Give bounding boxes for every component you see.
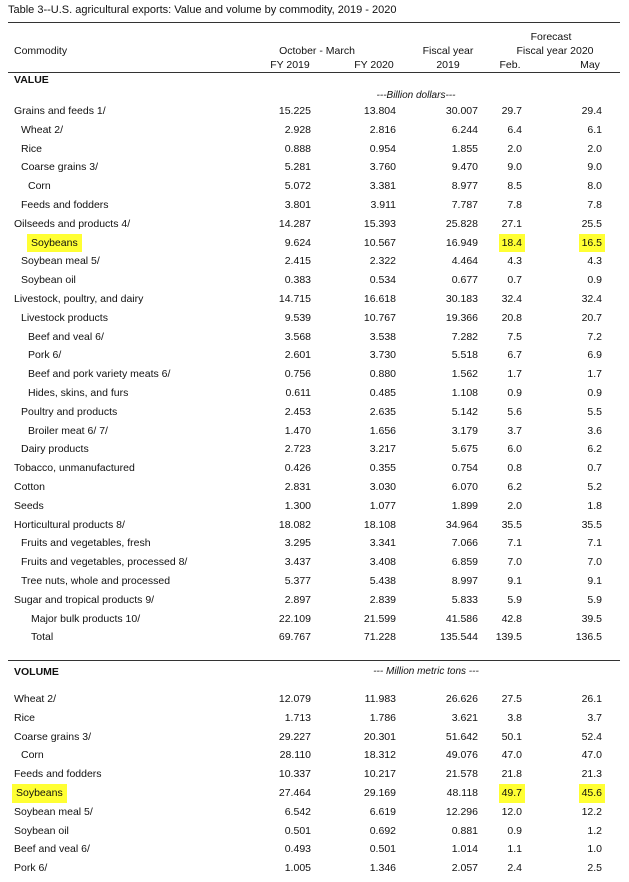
table-row [0,803,629,822]
row-value-4: 8.5 [507,180,522,193]
row-value-2: 2.322 [369,255,396,268]
row-label: Oilseeds and products 4/ [14,217,131,230]
row-value-5: 16.5 [579,234,605,253]
row-label: Corn [28,180,51,193]
header-fy2020: FY 2020 [354,59,394,71]
header-forecast: Forecast [530,31,572,43]
row-value-1: 1.470 [284,424,311,437]
row-value-4: 35.5 [501,518,522,531]
row-value-5: 1.7 [587,368,602,381]
row-value-1: 1.005 [284,862,311,875]
row-value-1: 22.109 [278,612,311,625]
row-value-1: 27.464 [278,787,311,799]
row-value-4: 27.5 [501,693,522,705]
table-row [0,746,629,765]
top-rule [8,22,620,23]
row-value-4: 9.0 [507,161,522,174]
row-value-4: 3.8 [507,711,522,724]
row-value-2: 13.804 [363,105,396,117]
row-label: Horticultural products 8/ [14,518,125,531]
row-value-5: 25.5 [581,217,602,230]
row-label: Major bulk products 10/ [31,612,141,625]
row-value-2: 21.599 [363,612,396,625]
row-value-1: 3.801 [284,199,311,211]
row-value-1: 0.501 [284,824,311,837]
table-row [0,140,629,159]
row-label: Tobacco, unmanufactured [14,462,135,475]
row-label: Soybean oil [14,824,69,837]
header-fy-2019: 2019 [436,59,460,71]
row-label: Poultry and products [21,405,118,418]
table-row [0,516,629,535]
table-row [0,177,629,196]
row-label: Soybeans [12,784,67,803]
row-value-5: 0.9 [587,387,602,399]
value-end-rule [8,660,620,661]
table-row [0,290,629,309]
row-value-4: 139.5 [495,631,522,644]
row-value-4: 20.8 [501,311,522,324]
header-may: May [580,59,600,71]
row-value-5: 45.6 [579,784,605,803]
row-value-4: 5.9 [507,593,522,606]
row-value-4: 12.0 [501,805,522,818]
row-value-2: 71.228 [363,631,396,644]
row-label: Livestock products [21,311,108,324]
row-value-2: 3.730 [369,349,396,362]
table-row [0,459,629,478]
row-value-1: 1.300 [284,499,311,512]
row-value-1: 10.337 [278,768,311,781]
table-row [0,252,629,271]
table-row [0,234,629,253]
row-value-2: 3.538 [369,330,396,343]
row-value-4: 6.0 [507,443,522,456]
row-label: Hides, skins, and furs [28,387,129,399]
row-value-5: 39.5 [581,612,602,625]
row-value-3: 41.586 [445,612,478,625]
row-value-3: 8.997 [451,575,478,587]
row-value-4: 42.8 [501,612,522,625]
row-value-3: 1.014 [451,843,478,856]
row-label: Soybean meal 5/ [21,255,100,268]
row-value-5: 7.0 [587,556,602,569]
row-value-3: 7.787 [451,199,478,211]
table-row [0,478,629,497]
row-value-3: 19.366 [445,311,478,324]
row-value-1: 2.415 [284,255,311,268]
row-value-3: 8.977 [451,180,478,193]
row-label: Total [31,631,54,644]
table-row [0,403,629,422]
table-row [0,553,629,572]
row-value-1: 2.928 [284,123,311,136]
row-value-1: 0.756 [284,368,311,381]
table-row [0,572,629,591]
row-value-3: 0.881 [451,824,478,837]
row-value-5: 0.7 [587,462,602,475]
table-row [0,591,629,610]
row-value-1: 69.767 [278,631,311,644]
row-label: Soybean oil [21,274,76,287]
row-value-2: 2.839 [369,593,396,606]
row-value-5: 12.2 [581,805,602,818]
row-label: Dairy products [21,443,89,456]
row-value-2: 3.217 [369,443,396,456]
row-value-4: 1.1 [507,843,522,856]
row-value-3: 12.296 [445,805,478,818]
row-value-1: 0.888 [284,142,311,155]
row-label: Rice [21,142,43,155]
row-value-4: 7.1 [507,537,522,550]
row-value-5: 1.0 [587,843,602,856]
row-value-2: 0.880 [369,368,396,381]
row-value-4: 18.4 [499,234,525,253]
row-value-4: 2.4 [507,862,522,875]
row-label: Seeds [14,499,44,512]
row-value-3: 16.949 [445,236,478,249]
row-label: Corn [21,749,44,762]
row-value-3: 3.179 [451,424,478,437]
row-value-4: 6.4 [507,123,522,136]
row-value-4: 3.7 [507,424,522,437]
row-label: Cotton [14,481,45,493]
row-value-3: 135.544 [440,631,478,644]
row-value-5: 4.3 [587,255,602,268]
header-oct-mar: October - March [279,45,355,57]
row-label: Tree nuts, whole and processed [21,575,171,587]
row-value-2: 18.108 [363,518,396,531]
row-label: Pork 6/ [28,349,62,362]
row-label: Fruits and vegetables, fresh [21,537,151,550]
row-value-4: 27.1 [501,217,522,230]
row-value-3: 6.070 [451,481,478,493]
row-value-2: 3.911 [370,199,396,211]
row-value-5: 0.9 [587,274,602,287]
row-value-3: 1.108 [451,387,478,399]
table-row [0,328,629,347]
row-value-4: 50.1 [501,730,522,743]
row-value-5: 9.0 [587,161,602,174]
row-value-5: 136.5 [575,631,602,644]
row-value-1: 2.831 [284,481,311,493]
row-value-3: 2.057 [451,862,478,875]
row-value-4: 47.0 [501,749,522,762]
header-feb: Feb. [499,59,521,71]
row-value-2: 0.501 [369,843,396,856]
row-value-3: 6.859 [451,556,478,569]
row-value-5: 3.7 [587,711,602,724]
row-value-5: 2.5 [587,862,602,875]
row-label: Beef and veal 6/ [14,843,90,856]
row-label: Soybeans [27,234,82,253]
row-value-3: 34.964 [445,518,478,531]
row-value-1: 3.568 [284,330,311,343]
row-value-1: 14.287 [278,217,311,230]
row-value-4: 5.6 [507,405,522,418]
row-value-3: 48.118 [446,787,478,799]
table-row [0,384,629,403]
table-row [0,309,629,328]
row-value-3: 49.076 [445,749,478,762]
row-value-5: 1.2 [587,824,602,837]
row-value-2: 2.635 [369,405,396,418]
row-value-5: 52.4 [581,730,602,743]
table-row [0,196,629,215]
row-value-4: 0.8 [507,462,522,475]
row-value-2: 15.393 [363,217,396,230]
table-row [0,840,629,859]
row-value-2: 1.077 [369,499,396,512]
row-value-1: 6.542 [284,805,311,818]
row-value-3: 0.677 [451,274,478,287]
row-value-1: 0.383 [284,274,311,287]
row-value-4: 6.7 [507,349,522,362]
row-label: Livestock, poultry, and dairy [14,293,144,305]
row-label: Coarse grains 3/ [21,161,99,174]
row-value-1: 3.437 [284,556,311,569]
row-value-1: 12.079 [278,693,311,705]
row-value-3: 26.626 [445,693,478,705]
row-label: Wheat 2/ [21,123,64,136]
row-value-1: 3.295 [284,537,311,550]
row-value-3: 21.578 [445,768,478,781]
table-row [0,158,629,177]
row-value-3: 5.518 [451,349,478,362]
row-value-5: 2.0 [587,142,602,155]
row-value-4: 0.9 [507,387,522,399]
row-label: Broiler meat 6/ 7/ [28,424,108,437]
table-row [0,610,629,629]
row-value-4: 2.0 [507,499,522,512]
row-value-1: 2.601 [284,349,311,362]
row-value-3: 30.183 [445,293,478,305]
row-value-5: 3.6 [587,424,602,437]
row-value-3: 3.621 [451,711,478,724]
table-row [0,784,629,803]
row-value-4: 29.7 [501,105,522,117]
row-value-5: 7.2 [587,330,602,343]
volume-unit-label: --- Million metric tons --- [373,666,479,677]
row-value-3: 4.464 [451,255,478,268]
row-value-3: 7.066 [451,537,478,550]
row-value-4: 21.8 [501,768,522,781]
row-value-4: 49.7 [499,784,525,803]
row-value-1: 29.227 [278,730,311,743]
row-value-5: 7.1 [587,537,602,550]
row-value-2: 3.381 [369,180,396,193]
row-value-1: 0.611 [285,387,311,399]
row-value-4: 2.0 [507,142,522,155]
row-value-5: 5.5 [587,405,602,418]
table-row [0,728,629,747]
row-value-1: 15.225 [278,105,311,117]
row-label: Sugar and tropical products 9/ [14,593,155,606]
section-value-heading: VALUE [14,74,49,86]
row-value-1: 14.715 [278,293,311,305]
row-value-2: 5.438 [369,575,396,587]
table-row [0,422,629,441]
row-value-5: 32.4 [581,293,602,305]
row-value-2: 16.618 [363,293,396,305]
row-value-5: 6.1 [587,123,602,136]
row-value-5: 20.7 [581,311,602,324]
row-value-4: 6.2 [507,481,522,493]
row-label: Grains and feeds 1/ [14,105,106,117]
row-value-1: 9.539 [284,311,311,324]
table-row [0,440,629,459]
row-value-2: 29.169 [363,787,396,799]
table-row [0,628,629,647]
row-value-5: 35.5 [581,518,602,531]
row-value-2: 1.786 [369,711,396,724]
row-label: Feeds and fodders [21,199,109,211]
row-value-4: 4.3 [507,255,522,268]
row-label: Beef and veal 6/ [28,330,104,343]
row-value-1: 5.281 [284,161,311,174]
row-value-3: 1.562 [451,368,478,381]
row-value-3: 25.828 [445,217,478,230]
row-value-2: 0.954 [369,142,396,155]
row-label: Wheat 2/ [14,693,57,705]
row-value-5: 5.2 [587,481,602,493]
row-label: Rice [14,711,36,724]
row-value-3: 30.007 [445,105,478,117]
row-value-3: 1.899 [451,499,478,512]
row-value-4: 0.7 [507,274,522,287]
row-value-2: 2.816 [369,123,396,136]
row-value-2: 6.619 [369,805,396,818]
row-value-1: 0.493 [284,843,311,856]
table-row [0,215,629,234]
row-value-5: 29.4 [581,105,602,117]
row-value-2: 3.030 [369,481,396,493]
header-rule [8,72,620,73]
row-value-3: 9.470 [451,161,478,174]
row-value-5: 6.9 [587,349,602,362]
row-value-1: 1.713 [284,711,311,724]
row-value-2: 10.567 [363,236,396,249]
row-value-4: 7.8 [507,199,522,211]
row-value-2: 0.355 [369,462,396,475]
row-value-4: 32.4 [501,293,522,305]
row-value-2: 1.656 [369,424,396,437]
table-title: Table 3--U.S. agricultural exports: Value and volume by commodity, 2019 - 2020 [8,4,397,16]
table-row [0,709,629,728]
table-row [0,346,629,365]
table-row [0,534,629,553]
row-value-3: 6.244 [451,123,478,136]
row-value-1: 5.377 [284,575,311,587]
row-value-5: 6.2 [587,443,602,456]
row-value-1: 2.453 [284,405,311,418]
row-value-5: 8.0 [587,180,602,193]
row-value-2: 18.312 [363,749,396,762]
row-value-3: 51.642 [445,730,478,743]
row-value-1: 5.072 [284,180,311,193]
row-label: Soybean meal 5/ [14,805,93,818]
row-value-5: 9.1 [587,575,602,587]
row-value-1: 18.082 [278,518,311,531]
section-volume-heading: VOLUME [14,666,59,678]
row-value-3: 5.142 [451,405,478,418]
table-row [0,765,629,784]
row-value-2: 11.983 [364,693,396,705]
row-value-2: 0.534 [369,274,396,287]
row-value-2: 1.346 [369,862,396,875]
row-value-3: 5.675 [451,443,478,456]
row-value-1: 2.723 [284,443,311,456]
row-value-4: 7.5 [507,330,522,343]
row-value-2: 10.217 [363,768,396,781]
table-row [0,822,629,841]
table-row [0,690,629,709]
table-row [0,497,629,516]
row-value-4: 1.7 [507,368,522,381]
row-value-5: 47.0 [581,749,602,762]
header-fy2019: FY 2019 [270,59,310,71]
row-value-3: 0.754 [451,462,478,475]
row-value-5: 7.8 [587,199,602,211]
row-label: Coarse grains 3/ [14,730,92,743]
row-value-2: 10.767 [363,311,396,324]
row-value-2: 3.341 [369,537,396,550]
table-row [0,365,629,384]
header-forecast-fy: Fiscal year 2020 [516,45,594,57]
row-label: Beef and pork variety meats 6/ [28,368,171,381]
row-value-5: 5.9 [587,593,602,606]
header-fiscal-year: Fiscal year [422,45,474,57]
table-row [0,121,629,140]
table-row [0,859,629,878]
row-value-3: 7.282 [451,330,478,343]
row-value-5: 26.1 [581,693,602,705]
table-row [0,271,629,290]
row-value-4: 7.0 [507,556,522,569]
row-value-1: 9.624 [284,236,311,249]
row-value-2: 0.485 [369,387,396,399]
row-value-2: 0.692 [369,824,396,837]
row-value-1: 0.426 [284,462,311,475]
row-value-5: 1.8 [587,499,602,512]
row-value-3: 5.833 [451,593,478,606]
value-unit-label: ---Billion dollars--- [376,90,456,101]
row-value-2: 3.760 [369,161,396,174]
row-label: Fruits and vegetables, processed 8/ [21,556,188,569]
row-value-1: 28.110 [279,749,311,762]
row-label: Feeds and fodders [14,768,102,781]
table-row [0,102,629,121]
row-value-5: 21.3 [581,768,602,781]
row-value-1: 2.897 [284,593,311,606]
row-value-3: 1.855 [451,142,478,155]
row-value-2: 20.301 [363,730,396,743]
header-commodity: Commodity [14,45,68,57]
row-value-4: 9.1 [507,575,522,587]
row-value-2: 3.408 [369,556,396,569]
row-value-4: 0.9 [507,824,522,837]
row-label: Pork 6/ [14,862,48,875]
